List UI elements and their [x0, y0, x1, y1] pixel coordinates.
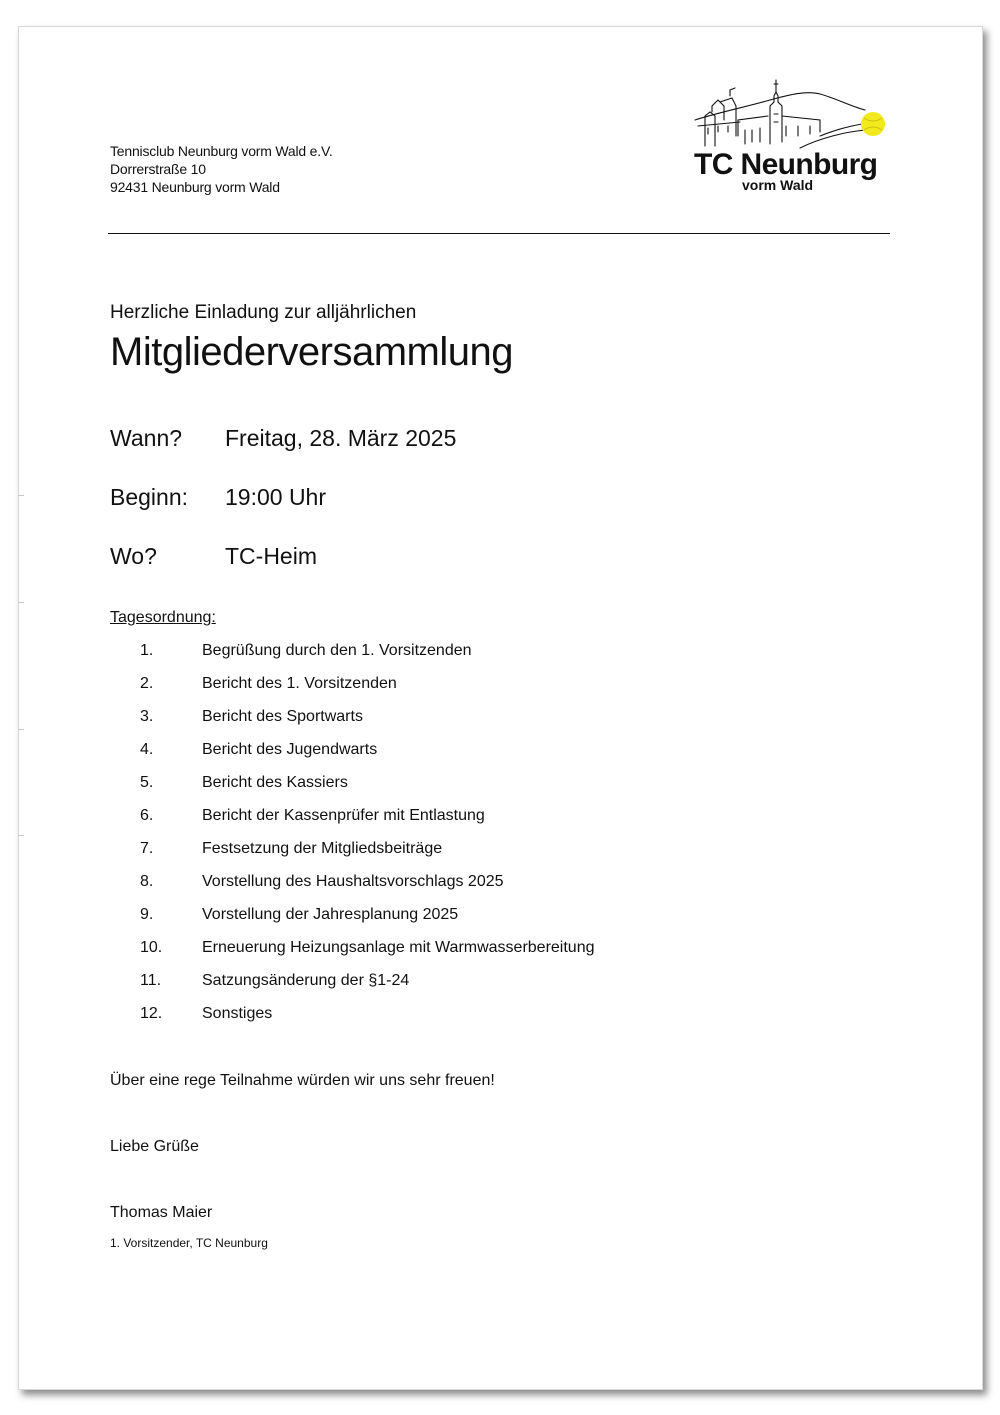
- agenda-item-number: 7.: [140, 840, 154, 857]
- agenda-item-text: Bericht des Jugendwarts: [202, 741, 378, 758]
- agenda-list: [0, 642, 1000, 1038]
- agenda-item-text: Festsetzung der Mitgliedsbeiträge: [202, 840, 443, 857]
- logo-name: TC Neunburg: [694, 148, 878, 181]
- signer-name: Thomas Maier: [110, 1204, 213, 1221]
- logo-subline: vorm Wald: [742, 177, 814, 193]
- agenda-item-number: 9.: [140, 906, 154, 923]
- agenda-item-number: 11.: [140, 972, 162, 989]
- agenda-item-text: Begrüßung durch den 1. Vorsitzenden: [202, 642, 472, 659]
- agenda-item: [0, 675, 1000, 708]
- page-edge-mark: [18, 602, 24, 603]
- agenda-item-number: 6.: [140, 807, 154, 824]
- agenda-item: [0, 873, 1000, 906]
- closing-greeting: Liebe Grüße: [110, 1138, 199, 1155]
- detail-value: TC-Heim: [225, 543, 317, 569]
- sender-address: [110, 142, 333, 196]
- agenda-item-text: Bericht der Kassenprüfer mit Entlastung: [202, 807, 485, 824]
- agenda-item-number: 12.: [140, 1005, 163, 1022]
- closing-message: Über eine rege Teilnahme würden wir uns sehr freuen!: [110, 1072, 495, 1089]
- agenda-item: [0, 708, 1000, 741]
- page-edge-mark: [18, 495, 24, 496]
- agenda-item-number: 3.: [140, 708, 154, 725]
- signer-role: 1. Vorsitzender, TC Neunburg: [110, 1236, 268, 1250]
- agenda-item-number: 2.: [140, 675, 154, 692]
- agenda-item-number: 4.: [140, 741, 154, 758]
- agenda-item-text: Satzungsänderung der §1-24: [202, 972, 410, 989]
- detail-label: Wo?: [110, 543, 157, 569]
- agenda-item-text: Bericht des Kassiers: [202, 774, 348, 791]
- detail-value: 19:00 Uhr: [225, 484, 327, 510]
- agenda-item-text: Erneuerung Heizungsanlage mit Warmwasserbereitung: [202, 939, 595, 956]
- agenda-item-number: 8.: [140, 873, 154, 890]
- agenda-item: [0, 840, 1000, 873]
- detail-value: Freitag, 28. März 2025: [225, 425, 457, 451]
- agenda-item: [0, 972, 1000, 1005]
- agenda-item: [0, 939, 1000, 972]
- sender-name: Tennisclub Neunburg vorm Wald e.V.: [110, 143, 333, 159]
- agenda-item-text: Vorstellung des Haushaltsvorschlags 2025: [202, 873, 504, 890]
- agenda-item-text: Bericht des 1. Vorsitzenden: [202, 675, 397, 692]
- detail-label: Wann?: [110, 425, 183, 451]
- header-divider: [108, 233, 890, 234]
- agenda-item-number: 1.: [140, 642, 154, 659]
- agenda-item: [0, 1005, 1000, 1038]
- agenda-item: [0, 642, 1000, 675]
- agenda-heading: Tagesordnung:: [110, 609, 216, 626]
- agenda-item-text: Sonstiges: [202, 1005, 273, 1022]
- agenda-item-text: Bericht des Sportwarts: [202, 708, 363, 725]
- agenda-item: [0, 807, 1000, 840]
- invitation-intro: Herzliche Einladung zur alljährlichen: [110, 302, 417, 323]
- sender-street: Dorrerstraße 10: [110, 161, 206, 177]
- sender-city: 92431 Neunburg vorm Wald: [110, 179, 280, 195]
- detail-label: Beginn:: [110, 484, 189, 510]
- invitation-title: Mitgliederversammlung: [110, 330, 513, 374]
- agenda-item: [0, 774, 1000, 807]
- agenda-item-number: 5.: [140, 774, 154, 791]
- agenda-item: [0, 741, 1000, 774]
- agenda-item-number: 10.: [140, 939, 163, 956]
- agenda-item-text: Vorstellung der Jahresplanung 2025: [202, 906, 459, 923]
- agenda-item: [0, 906, 1000, 939]
